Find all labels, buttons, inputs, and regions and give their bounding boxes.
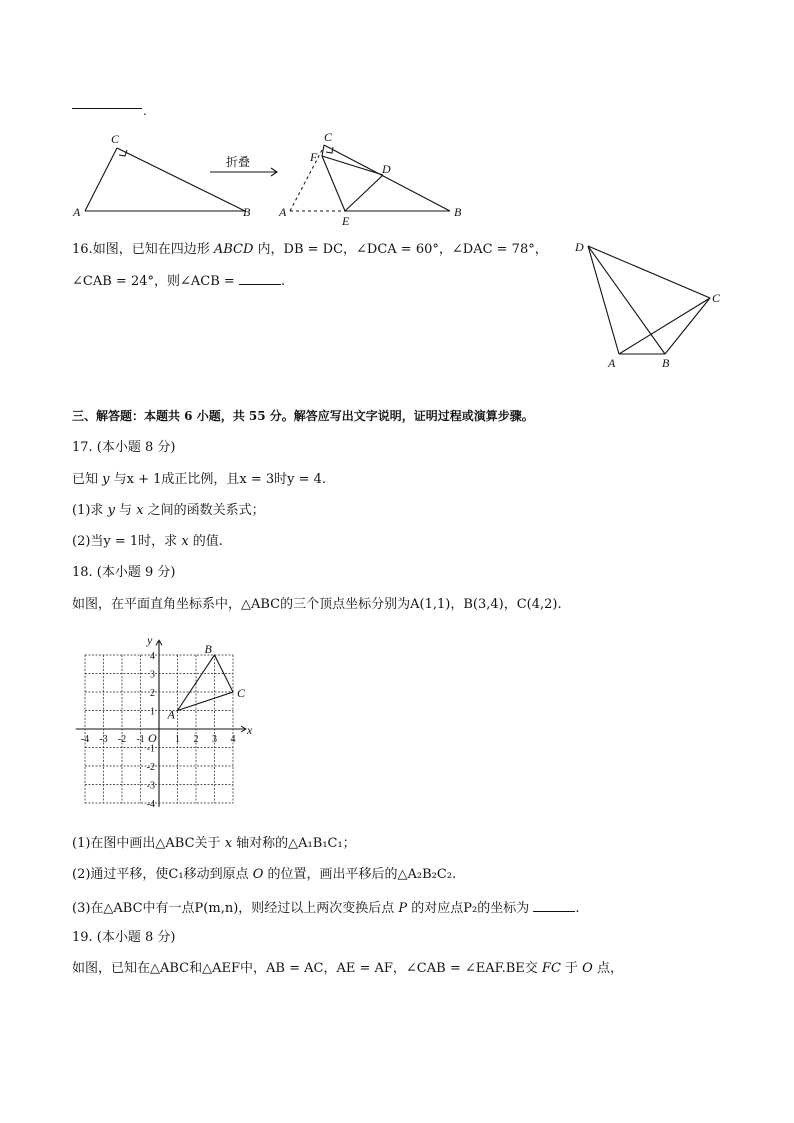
- q18-part2: [72, 867, 456, 883]
- x-tick-label: 1: [175, 734, 180, 745]
- q16-answer-blank[interactable]: [239, 272, 281, 285]
- q17-header: 17. (本小题 8 分): [72, 440, 176, 455]
- label-A2: A: [279, 205, 287, 219]
- q18-p2b: 的位置，画出平移后的△A₂B₂C₂.: [263, 867, 457, 882]
- q17-l2v2: x: [136, 503, 144, 518]
- q17-l2v1: y: [107, 503, 115, 518]
- q17-l2a: (1)求: [72, 503, 108, 518]
- label-A16: A: [608, 356, 616, 370]
- q18-p1b: 轴对称的△A₁B₁C₁；: [232, 836, 356, 851]
- label-F: F: [310, 150, 318, 164]
- y-axis-label: y: [147, 633, 153, 648]
- q18-header: 18. (本小题 9 分): [72, 565, 176, 580]
- q17-part1: [72, 503, 265, 519]
- q16-text-c: ∠CAB = 24°，则∠ACB =: [72, 274, 235, 289]
- x-tick-label: -1: [136, 734, 145, 745]
- x-tick-label: -4: [80, 734, 90, 745]
- q16-text-a: 如图，已知在四边形: [92, 242, 214, 257]
- folding-figure: [60, 128, 480, 228]
- label-D16: D: [575, 240, 584, 254]
- original-triangle: [72, 132, 251, 219]
- tick-labels: [81, 651, 236, 810]
- q17-l1v: y: [102, 472, 110, 487]
- q16-line1: [72, 242, 548, 258]
- q18-part1: [72, 836, 356, 852]
- label-C: C: [111, 132, 120, 146]
- q18-p3a: (3)在△ABC中有一点P(m,n)，则经过以上两次变换后点: [72, 901, 399, 916]
- q18-p2v: O: [252, 867, 264, 882]
- point-A-label: A: [167, 707, 175, 722]
- x-tick-label: -3: [99, 734, 108, 745]
- quadrilateral-figure: [568, 236, 738, 376]
- label-C2: C: [324, 130, 333, 144]
- fold-arrow: [210, 154, 277, 176]
- q17-line1: [72, 472, 326, 488]
- q17-l3a: (2)当y = 1时，求: [72, 534, 182, 549]
- q16-line2: ∠CAB = 24°，则∠ACB = .: [72, 274, 286, 289]
- q17-l1b: 与x + 1成正比例，且x = 3时y = 4.: [109, 472, 327, 487]
- y-tick-label: -4: [146, 799, 155, 810]
- y-tick-label: 4: [150, 651, 155, 662]
- fold-label: 折叠: [226, 155, 251, 169]
- q16-text-b: 内，DB = DC，∠DCA = 60°，∠DAC = 78°，: [253, 242, 548, 257]
- q19-header: 19. (本小题 8 分): [72, 930, 176, 945]
- q18-p3b: 的对应点P₂的坐标为: [407, 901, 530, 916]
- y-tick-label: -1: [146, 743, 155, 755]
- y-tick-label: -2: [146, 762, 155, 773]
- q18-intro: 如图，在平面直角坐标系中，△ABC的三个顶点坐标分别为A(1,1)，B(3,4)，C(4,2).: [72, 597, 562, 612]
- section3-heading: 三、解答题：本题共 6 小题，共 55 分。解答应写出文字说明，证明过程或演算步骤。: [72, 409, 534, 423]
- q19-l1v2: O: [582, 961, 593, 976]
- axes: [76, 633, 253, 807]
- x-tick-label: 4: [230, 734, 236, 745]
- x-tick-label: -2: [117, 734, 127, 745]
- q19-l1b: 于: [560, 961, 583, 976]
- q18-p1v: x: [224, 836, 233, 851]
- point-B-label: B: [204, 642, 212, 656]
- previous-answer-blank: [72, 108, 142, 109]
- q18-part3: (3)在△ABC中有一点P(m,n)，则经过以上两次变换后点 P 的对应点P₂的坐标为 .: [72, 901, 580, 916]
- q18-p3v: P: [398, 901, 408, 916]
- q16-number: 16.: [72, 242, 93, 257]
- label-D: D: [382, 162, 391, 176]
- x-tick-label: 2: [193, 734, 199, 745]
- y-tick-label: 3: [150, 669, 155, 681]
- q17-l3v: x: [181, 534, 189, 549]
- x-axis-label: x: [246, 723, 253, 737]
- folded-triangle: [278, 130, 462, 228]
- q17-l2b: 与: [114, 503, 137, 518]
- q17-part2: [72, 534, 223, 550]
- label-C16: C: [712, 291, 721, 305]
- q18-p2a: (2)通过平移，使C₁移动到原点: [72, 867, 253, 882]
- q18-answer-blank[interactable]: [533, 899, 575, 912]
- q19-l1a: 如图，已知在△ABC和△AEF中，AB = AC，AE = AF，∠CAB = ∠EAF.BE交: [72, 961, 542, 976]
- triangle-ABC: [167, 642, 247, 722]
- triangle-shape: [178, 655, 234, 711]
- coordinate-grid: [70, 628, 260, 813]
- label-A: A: [73, 205, 81, 219]
- q19-line1: [72, 961, 623, 977]
- q17-l3b: 的值.: [188, 534, 223, 549]
- label-B16: B: [662, 356, 670, 370]
- point-C-label: C: [237, 686, 246, 700]
- origin-label: O: [148, 731, 157, 745]
- label-B2: B: [454, 205, 462, 219]
- q19-l1v1: FC: [541, 961, 561, 976]
- q16-var: ABCD: [213, 242, 254, 257]
- q17-l2c: 之间的函数关系式；: [143, 503, 265, 518]
- x-tick-label: 3: [212, 734, 217, 745]
- q19-l1c: 点，: [592, 961, 623, 976]
- y-tick-label: 2: [150, 688, 155, 699]
- label-E: E: [342, 214, 350, 228]
- y-tick-label: 1: [150, 706, 155, 718]
- y-tick-label: -3: [146, 780, 155, 792]
- q18-p1a: (1)在图中画出△ABC关于: [72, 836, 225, 851]
- q17-l1a: 已知: [72, 472, 103, 487]
- previous-answer-period: .: [143, 104, 147, 118]
- label-B: B: [243, 205, 251, 219]
